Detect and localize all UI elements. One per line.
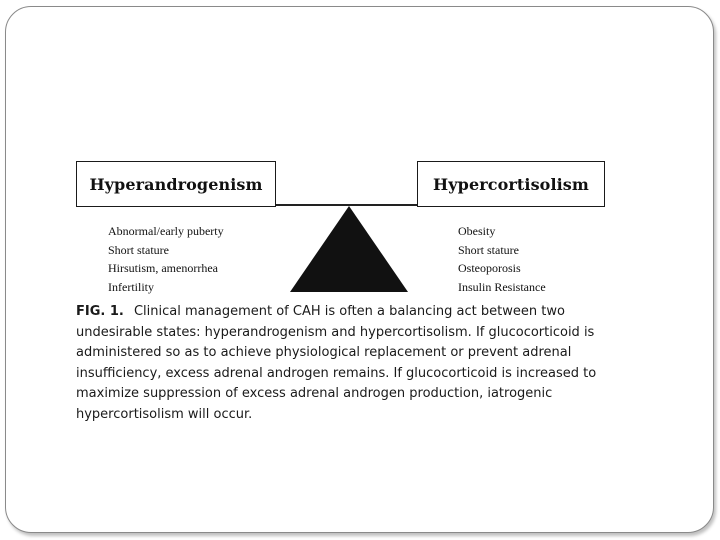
figure-caption bbox=[76, 302, 616, 425]
symptom-item: Osteoporosis bbox=[458, 261, 521, 275]
hyperandrogenism-symptoms bbox=[108, 222, 224, 296]
symptom-item: Short stature bbox=[458, 242, 519, 257]
symptom-item: Infertility bbox=[108, 279, 154, 294]
hypercortisolism-title: Hypercortisolism bbox=[433, 174, 589, 194]
symptom-item: Insulin Resistance bbox=[458, 279, 546, 294]
hypercortisolism-symptoms bbox=[458, 222, 546, 296]
symptom-item: Short stature bbox=[108, 242, 169, 257]
figure-label: FIG. 1. bbox=[76, 304, 124, 319]
fulcrum-triangle-shape bbox=[290, 206, 408, 292]
caption-text: Clinical management of CAH is often a balancing act between two undesirable states: hyperandrogenism and hypercortisolism. If glucocorticoid is administered so as to achieve physiological replacement or prevent adrenal insufficiency, excess adrenal androgen remains. If glucocorticoid is increased to maximize suppression of excess adrenal androgen production, iatrogenic hypercortisolism will occur. bbox=[76, 304, 597, 422]
symptom-item: Obesity bbox=[458, 224, 496, 238]
symptom-item: Abnormal/early puberty bbox=[108, 224, 224, 238]
symptom-item: Hirsutism, amenorrhea bbox=[108, 261, 218, 275]
hyperandrogenism-title: Hyperandrogenism bbox=[89, 174, 263, 194]
